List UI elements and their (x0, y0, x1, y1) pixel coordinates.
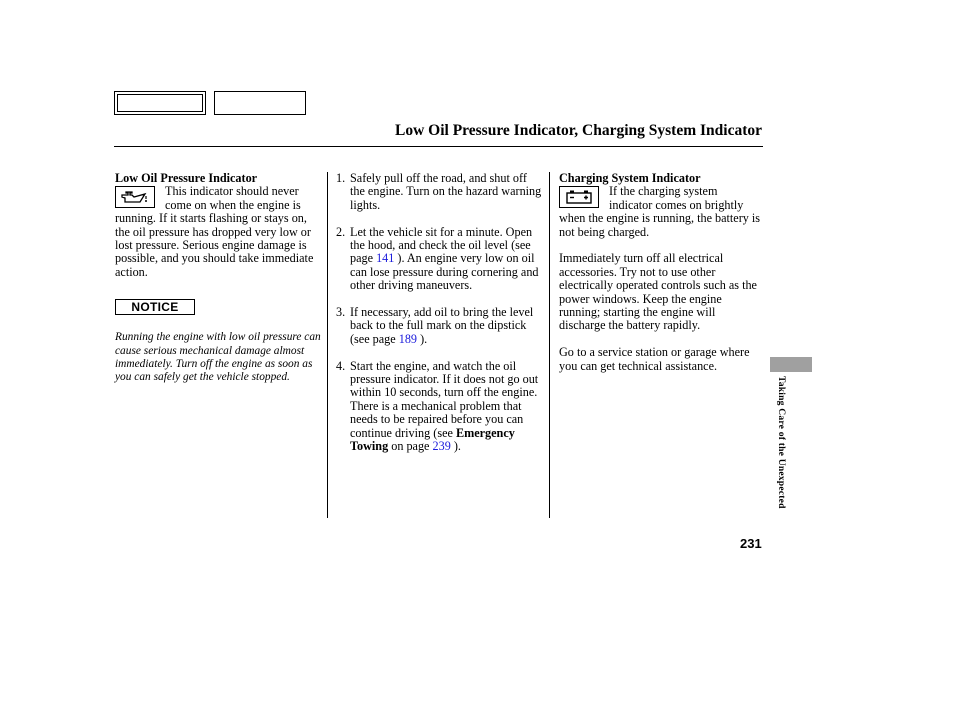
step-text-part: ). (420, 331, 428, 346)
step-text-part: ). An engine very low on oil can lose pressure during cornering and other driving maneuvers. (350, 251, 539, 293)
column-divider (549, 172, 550, 518)
step-number: 1. (336, 171, 346, 185)
section-tab[interactable] (770, 357, 812, 372)
low-oil-body: This indicator should never come on when the engine is running. If it starts flashing or stays on, the oil pressure has dropped very low or lost pressure. Serious engine damage is possible, and you should take immediate action. (115, 184, 314, 279)
page-link-189[interactable]: 189 (398, 331, 418, 346)
low-oil-heading: Low Oil Pressure Indicator (115, 171, 258, 185)
notice-badge: NOTICE (115, 299, 195, 315)
step-number: 3. (336, 305, 346, 320)
step-text-part: ). (453, 439, 461, 454)
section-label: Taking Care of the Unexpected (776, 376, 787, 509)
step-text (350, 226, 542, 293)
step-item (336, 226, 542, 293)
charging-section (559, 172, 763, 373)
step-item (336, 172, 542, 212)
nav-button-main-menu[interactable] (114, 91, 206, 115)
step-text-part: Let the vehicle sit for a minute. Open the hood, and check the oil level (see page (350, 224, 533, 266)
steps-list (336, 172, 542, 467)
nav-button-table-of-contents[interactable] (214, 91, 306, 115)
step-text (350, 360, 542, 454)
charging-heading: Charging System Indicator (559, 171, 701, 185)
column-divider (327, 172, 328, 518)
title-rule (114, 146, 763, 147)
charging-para-1: If the charging system indicator comes on brightly when the engine is running, the battery is not being charged. (559, 184, 761, 239)
step-number: 2. (336, 224, 346, 239)
oil-can-icon (115, 186, 155, 208)
charging-para-2: Immediately turn off all electrical accessories. Try not to use other electrically operated controls such as the power windows. Keep the engine running; starting the engine will discharge the battery rapidly. (559, 251, 757, 333)
step-item (336, 306, 542, 346)
step-text: Safely pull off the road, and shut off the engine. Turn on the hazard warning lights. (350, 171, 542, 212)
emergency-towing-ref: Emergency Towing (350, 425, 515, 454)
step-text-part: Start the engine, and watch the oil pressure indicator. If it does not go out within 10 seconds, turn off the engine. There is a mechanical problem that needs to be repaired before you can continue driving (see (350, 358, 539, 440)
battery-icon (559, 186, 599, 208)
page-link-141[interactable]: 141 (376, 251, 395, 266)
charging-para-3: Go to a service station or garage where you can get technical assistance. (559, 345, 750, 373)
step-text-part: If necessary, add oil to bring the level back to the full mark on the dipstick (see page (350, 305, 534, 346)
page-number: 231 (740, 536, 762, 551)
page-link-239[interactable]: 239 (432, 439, 451, 454)
step-item (336, 360, 542, 454)
step-text (350, 306, 542, 346)
low-oil-section (115, 172, 321, 385)
step-text-part: on page (391, 439, 430, 454)
page-title: Low Oil Pressure Indicator, Charging System Indicator (395, 122, 762, 139)
step-number: 4. (336, 358, 346, 373)
notice-text: Running the engine with low oil pressure can cause serious mechanical damage almost immediately. Turn off the engine as soon as you can safely get the vehicle stopped. (115, 331, 321, 384)
